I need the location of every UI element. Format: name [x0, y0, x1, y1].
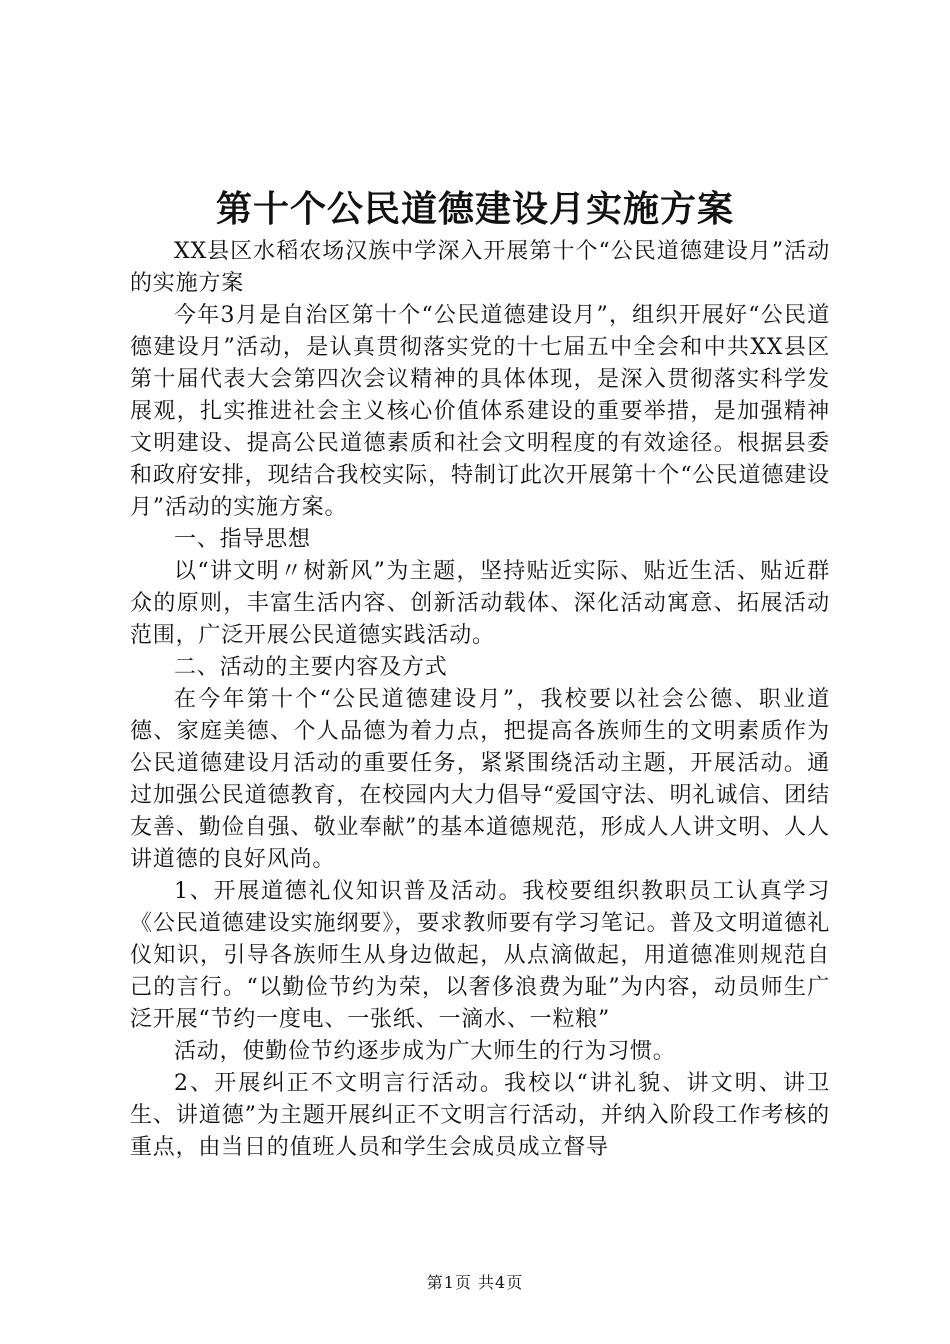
paragraph-item-2: 2、开展纠正不文明言行活动。我校以“讲礼貌、讲文明、讲卫生、讲道德”为主题开展纠正不文明言行活动，并纳入阶段工作考核的重点，由当日的值班人员和学生会成员成立督导 — [130, 1071, 830, 1160]
paragraph-guiding-ideology: 以“讲文明〃树新风”为主题，坚持贴近实际、贴近生活、贴近群众的原则，丰富生活内容、创新活动载体、深化活动寓意、拓展活动范围，广泛开展公民道德实践活动。 — [130, 559, 830, 648]
document-title: 第十个公民道德建设月实施方案 — [215, 188, 734, 230]
document-body — [130, 236, 830, 1164]
page-footer: 第1页 共4页 — [426, 1273, 524, 1292]
paragraph-subtitle: XX县区水稻农场汉族中学深入开展第十个“公民道德建设月”活动的实施方案 — [130, 239, 830, 296]
paragraph-item-1-cont: 活动，使勤俭节约逐步成为广大师生的行为习惯。 — [174, 1039, 676, 1064]
section-heading-guiding-ideology: 一、指导思想 — [174, 527, 311, 552]
section-heading-main-content: 二、活动的主要内容及方式 — [174, 655, 448, 680]
paragraph-item-1: 1、开展道德礼仪知识普及活动。我校要组织教职员工认真学习《公民道德建设实施纲要》，要求教师要有学习笔记。普及文明道德礼仪知识，引导各族师生从身边做起，从点滴做起，用道德准则规范自己的言行。“以勤俭节约为荣，以奢侈浪费为耻”为内容，动员师生广泛开展“节约一度电、一张纸、一滴水、一粒粮” — [130, 879, 830, 1032]
paragraph-intro: 今年3月是自治区第十个“公民道德建设月”，组织开展好“公民道德建设月”活动，是认真贯彻落实党的十七届五中全会和中共XX县区第十届代表大会第四次会议精神的具体体现，是深入贯彻落实科学发展观，扎实推进社会主义核心价值体系建设的重要举措，是加强精神文明建设、提高公民道德素质和社会文明程度的有效途径。根据县委和政府安排，现结合我校实际，特制订此次开展第十个“公民道德建设月”活动的实施方案。 — [130, 303, 830, 520]
paragraph-main-content: 在今年第十个“公民道德建设月”，我校要以社会公德、职业道德、家庭美德、个人品德为着力点，把提高各族师生的文明素质作为公民道德建设月活动的重要任务，紧紧围绕活动主题，开展活动。通过加强公民道德教育，在校园内大力倡导“爱国守法、明礼诚信、团结友善、勤俭自强、敬业奉献”的基本道德规范，形成人人讲文明、人人讲道德的良好风尚。 — [130, 687, 830, 872]
